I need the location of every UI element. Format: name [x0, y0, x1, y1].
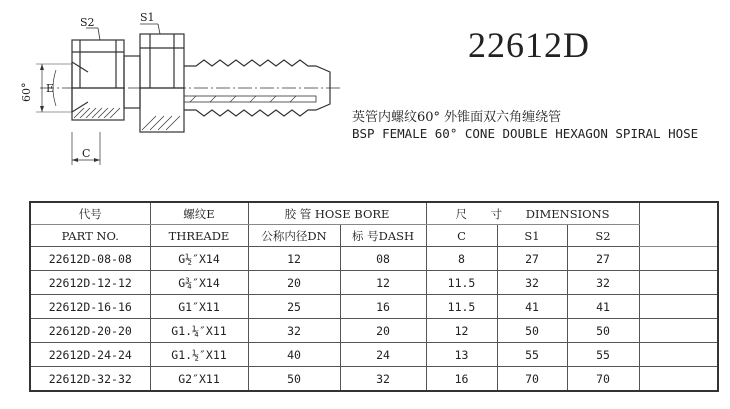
cell-thread: G¾″X14: [150, 271, 248, 295]
table-row: [30, 247, 718, 271]
description-english: BSP FEMALE 60° CONE DOUBLE HEXAGON SPIRAL HOSE: [352, 126, 699, 141]
cell-part-no: 22612D-20-20: [30, 319, 150, 343]
cell-c: 11.5: [426, 271, 497, 295]
cell-thread: G1.½″X11: [150, 343, 248, 367]
cell-dn: 40: [248, 343, 340, 367]
cell-blank: [639, 343, 718, 367]
cell-blank: [639, 319, 718, 343]
cell-thread: G1″X11: [150, 295, 248, 319]
cell-part-no: 22612D-32-32: [30, 367, 150, 392]
fitting-drawing: [0, 0, 345, 175]
cell-s2: 55: [567, 343, 639, 367]
cell-dash: 32: [340, 367, 426, 392]
cell-s2: 32: [567, 271, 639, 295]
header-part-no-cn: 代号: [30, 202, 150, 225]
table-row: [30, 271, 718, 295]
table-row: [30, 319, 718, 343]
cell-s1: 41: [497, 295, 567, 319]
cell-thread: G½″X14: [150, 247, 248, 271]
header-c: C: [426, 225, 497, 247]
header-blank: [639, 202, 718, 247]
cell-dn: 12: [248, 247, 340, 271]
cell-dn: 25: [248, 295, 340, 319]
cell-dash: 08: [340, 247, 426, 271]
cell-blank: [639, 271, 718, 295]
cell-s1: 70: [497, 367, 567, 392]
cell-blank: [639, 367, 718, 392]
header-thread-en: THREADE: [150, 225, 248, 247]
header-thread-cn: 螺纹E: [150, 202, 248, 225]
cell-dn: 20: [248, 271, 340, 295]
table-row: [30, 343, 718, 367]
label-s1: S1: [140, 11, 155, 24]
cell-s2: 70: [567, 367, 639, 392]
label-angle: 60°: [20, 82, 33, 102]
cell-dn: 32: [248, 319, 340, 343]
part-code-title: 22612D: [468, 25, 590, 65]
header-dn: 公称内径DN: [248, 225, 340, 247]
header-hose-bore: 胶 管 HOSE BORE: [248, 202, 426, 225]
cell-part-no: 22612D-24-24: [30, 343, 150, 367]
cell-blank: [639, 247, 718, 271]
cell-part-no: 22612D-08-08: [30, 247, 150, 271]
header-s1: S1: [497, 225, 567, 247]
cell-dash: 12: [340, 271, 426, 295]
header-s2: S2: [567, 225, 639, 247]
cell-c: 16: [426, 367, 497, 392]
cell-s2: 41: [567, 295, 639, 319]
cell-thread: G2″X11: [150, 367, 248, 392]
cell-s1: 55: [497, 343, 567, 367]
label-c: C: [82, 147, 91, 160]
table-row: [30, 367, 718, 392]
spec-table: [29, 201, 719, 392]
label-s2: S2: [80, 16, 95, 29]
table-row: [30, 295, 718, 319]
description-chinese: 英管内螺纹60° 外锥面双六角缠绕管: [352, 110, 562, 125]
cell-thread: G1.¼″X11: [150, 319, 248, 343]
label-e: E: [46, 82, 55, 95]
cell-dn: 50: [248, 367, 340, 392]
cell-s2: 27: [567, 247, 639, 271]
cell-dash: 16: [340, 295, 426, 319]
cell-s2: 50: [567, 319, 639, 343]
header-dash: 标 号DASH: [340, 225, 426, 247]
cell-s1: 27: [497, 247, 567, 271]
cell-dash: 24: [340, 343, 426, 367]
header-dimensions: 尺 寸 DIMENSIONS: [426, 202, 639, 225]
cell-c: 8: [426, 247, 497, 271]
header-part-no-en: PART NO.: [30, 225, 150, 247]
cell-c: 13: [426, 343, 497, 367]
cell-s1: 50: [497, 319, 567, 343]
cell-part-no: 22612D-16-16: [30, 295, 150, 319]
cell-part-no: 22612D-12-12: [30, 271, 150, 295]
cell-blank: [639, 295, 718, 319]
cell-s1: 32: [497, 271, 567, 295]
cell-c: 12: [426, 319, 497, 343]
cell-dash: 20: [340, 319, 426, 343]
cell-c: 11.5: [426, 295, 497, 319]
